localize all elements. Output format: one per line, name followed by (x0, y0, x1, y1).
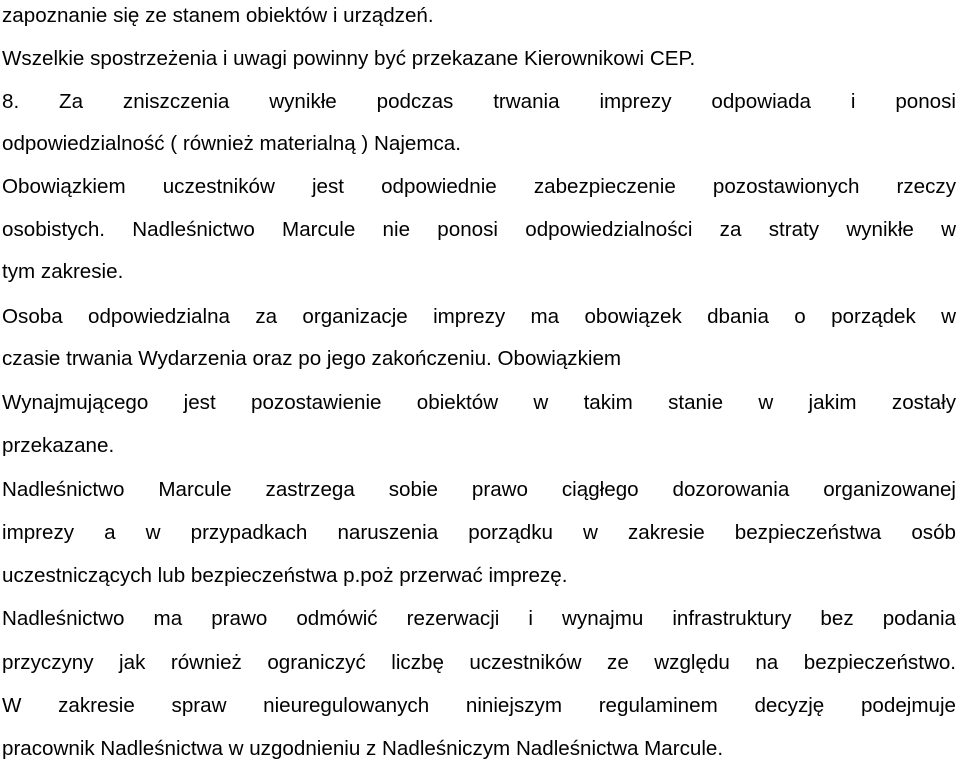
text-line: Obowiązkiem uczestników jest odpowiednie zabezpieczenie pozostawionych rzeczy (2, 175, 956, 198)
text-line: Nadleśnictwo Marcule zastrzega sobie prawo ciągłego dozorowania organizowanej (2, 478, 956, 501)
text-line: uczestniczących lub bezpieczeństwa p.poż przerwać imprezę. (2, 564, 568, 587)
text-line: czasie trwania Wydarzenia oraz po jego zakończeniu. Obowiązkiem (2, 347, 622, 370)
text-line: Osoba odpowiedzialna za organizacje imprezy ma obowiązek dbania o porządek w (2, 305, 956, 328)
text-line: imprezy a w przypadkach naruszenia porządku w zakresie bezpieczeństwa osób (2, 521, 956, 544)
text-line: Wszelkie spostrzeżenia i uwagi powinny być przekazane Kierownikowi CEP. (2, 47, 696, 70)
text-line: 8. Za zniszczenia wynikłe podczas trwania imprezy odpowiada i ponosi (2, 90, 956, 113)
text-line: Wynajmującego jest pozostawienie obiektów w takim stanie w jakim zostały (2, 391, 956, 414)
text-line: tym zakresie. (2, 260, 124, 283)
text-line: pracownik Nadleśnictwa w uzgodnieniu z Nadleśniczym Nadleśnictwa Marcule. (2, 737, 724, 760)
text-line: osobistych. Nadleśnictwo Marcule nie ponosi odpowiedzialności za straty wynikłe w (2, 218, 956, 241)
text-line: przyczyny jak również ograniczyć liczbę uczestników ze względu na bezpieczeństwo. (2, 651, 956, 674)
text-line: W zakresie spraw nieuregulowanych niniejszym regulaminem decyzję podejmuje (2, 694, 956, 717)
text-line: przekazane. (2, 434, 115, 457)
text-line: zapoznanie się ze stanem obiektów i urządzeń. (2, 4, 434, 27)
text-line: odpowiedzialność ( również materialną ) Najemca. (2, 132, 461, 155)
text-line: Nadleśnictwo ma prawo odmówić rezerwacji i wynajmu infrastruktury bez podania (2, 607, 956, 630)
